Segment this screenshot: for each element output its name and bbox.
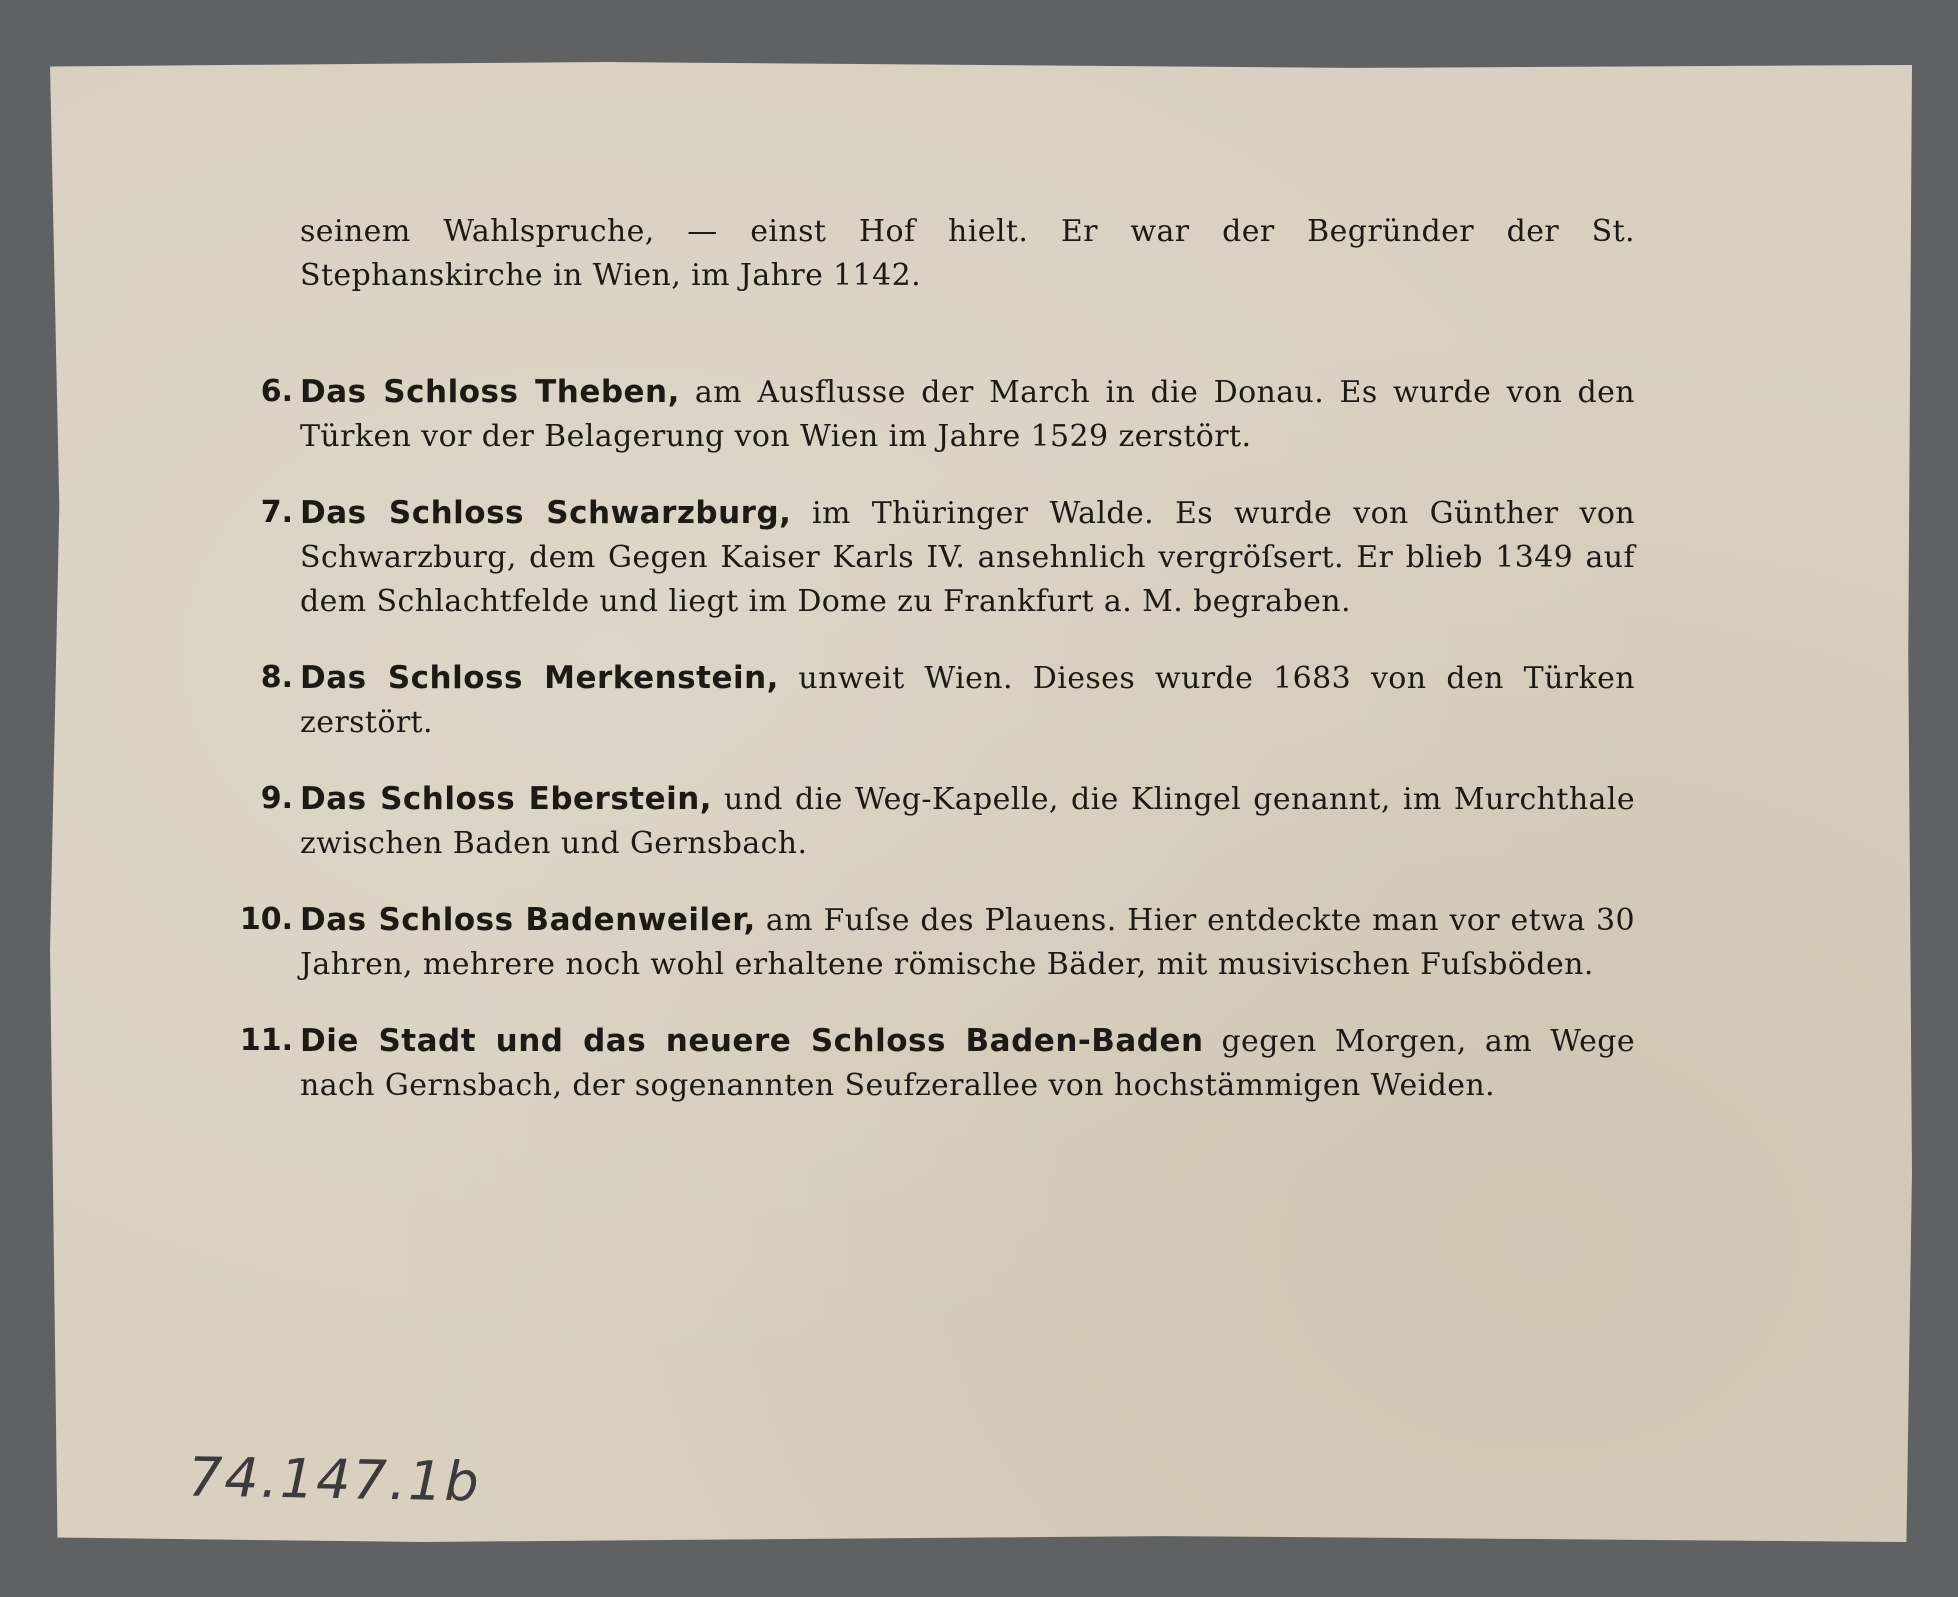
handwritten-accession-number: 74.147.1b <box>187 1445 482 1514</box>
entry-heading: Das Schloss Theben, <box>300 374 680 410</box>
entry-7 <box>235 491 1635 624</box>
entry-text: gegen Morgen, am Wege nach Gernsbach, der sogenannten Seufzerallee von hochstämmigen Weiden. <box>300 1024 1635 1103</box>
intro-text: seinem Wahlspruche, — einst Hof hielt. Er war der Begründer der St. Stephanskirche in Wien, im Jahre 1142. <box>300 214 1635 293</box>
entry-heading: Das Schloss Badenweiler, <box>300 902 756 938</box>
document-body <box>235 180 1635 1140</box>
intro-paragraph <box>300 210 1635 298</box>
entry-heading: Das Schloss Eberstein, <box>300 781 713 817</box>
entry-8 <box>235 656 1635 745</box>
entry-text: im Thüringer Walde. Es wurde von Günther von Schwarzburg, dem Gegen Kaiser Karls IV. ansehnlich vergröſsert. Er blieb 1349 auf dem Schlachtfelde und liegt im Dome zu Frankfurt a. M. begraben. <box>300 496 1635 619</box>
entry-heading: Das Schloss Merkenstein, <box>300 660 779 696</box>
entry-heading: Das Schloss Schwarzburg, <box>300 495 792 531</box>
entry-text: unweit Wien. Dieses wurde 1683 von den Türken zerstört. <box>300 661 1636 740</box>
entry-text: am Fuſse des Plauens. Hier entdeckte man vor etwa 30 Jahren, mehrere noch wohl erhaltene römische Bäder, mit musivischen Fuſsböden. <box>300 903 1635 982</box>
entry-text: und die Weg-Kapelle, die Klingel genannt, im Murchthale zwischen Baden und Gernsbach. <box>300 782 1635 861</box>
entry-11 <box>235 1019 1635 1108</box>
entry-number: 6. <box>260 374 293 409</box>
entry-10 <box>235 898 1635 987</box>
entry-6 <box>235 370 1635 459</box>
entry-number: 7. <box>260 495 293 530</box>
entry-number: 11. <box>239 1023 293 1058</box>
entry-number: 9. <box>260 781 293 816</box>
entry-text: am Ausflusse der March in die Donau. Es wurde von den Türken vor der Belagerung von Wien im Jahre 1529 zerstört. <box>300 375 1635 454</box>
entry-9 <box>235 777 1635 866</box>
entry-heading: Die Stadt und das neuere Schloss Baden-Baden <box>300 1023 1204 1059</box>
entry-number: 10. <box>239 902 293 937</box>
entry-number: 8. <box>260 660 293 695</box>
